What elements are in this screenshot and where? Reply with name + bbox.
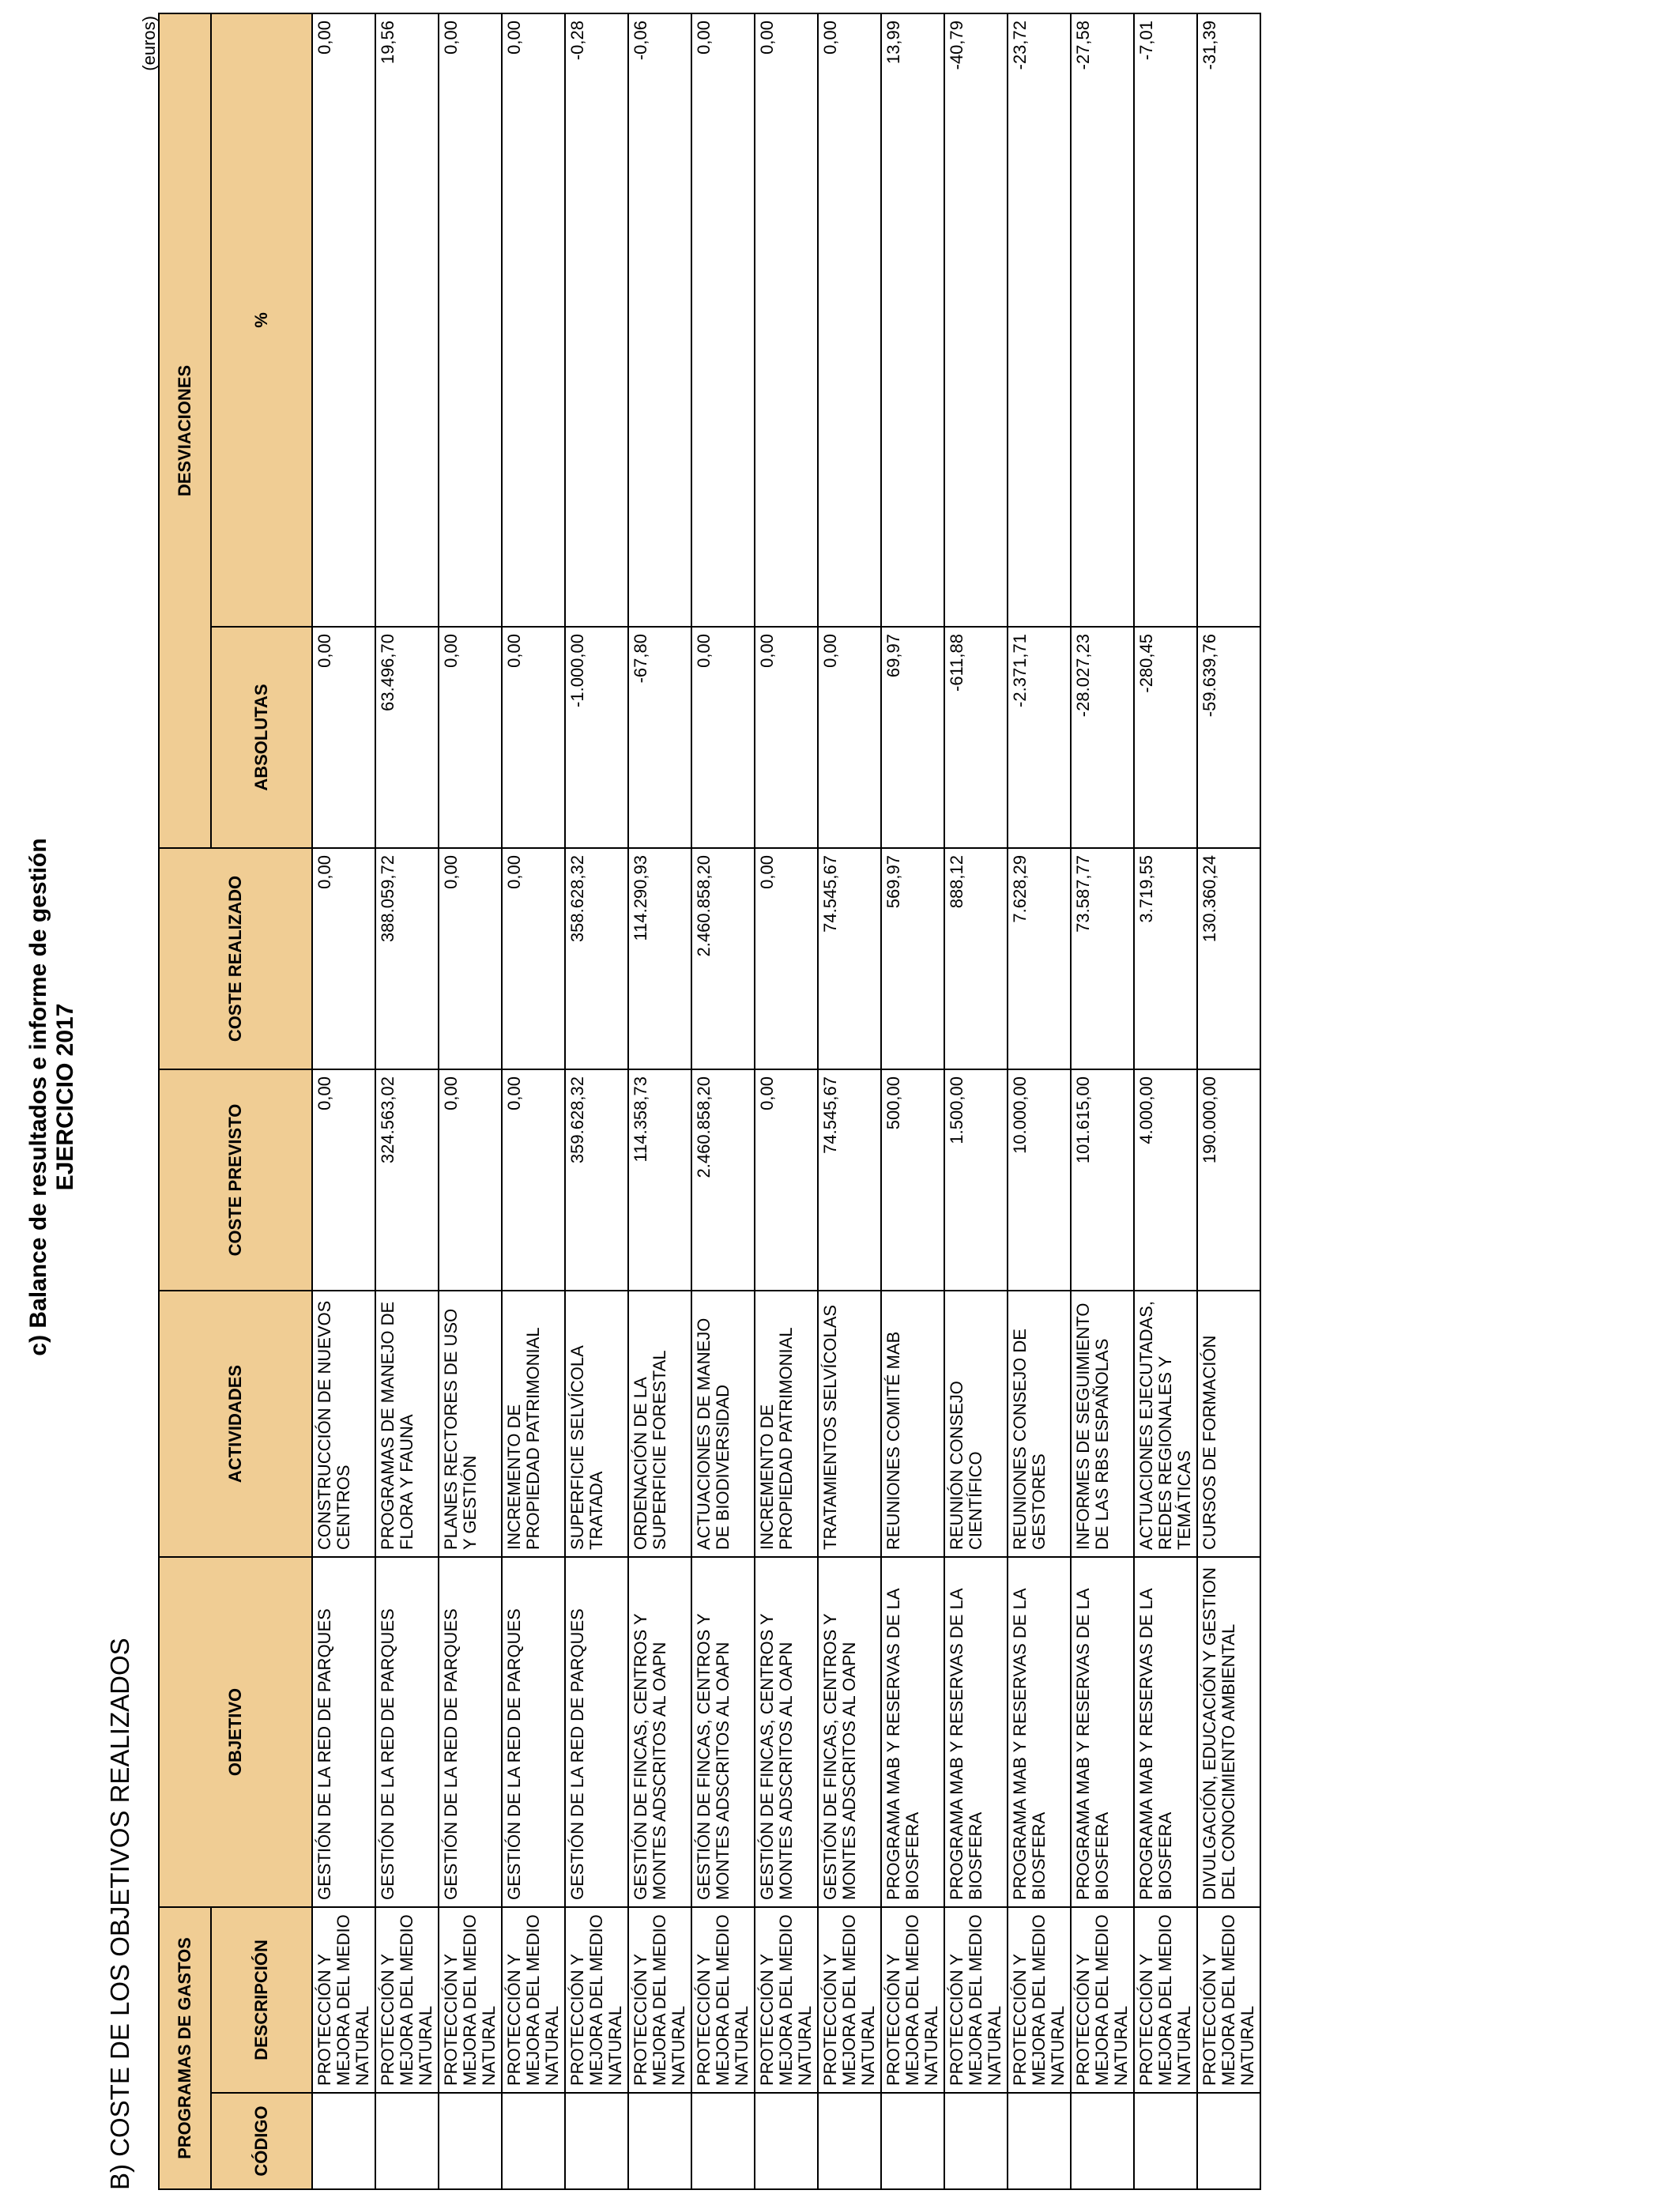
row-coste-realizado: 3.719,55 (1134, 848, 1197, 1069)
table-row (565, 13, 628, 2189)
header-descripcion: DESCRIPCIÓN (211, 1907, 312, 2093)
table-row (944, 13, 1008, 2189)
row-descripcion: PROTECCIÓN Y MEJORA DEL MEDIO NATURAL (1134, 1907, 1197, 2093)
row-codigo (565, 2093, 628, 2189)
table-row (375, 13, 439, 2189)
row-desviacion-porcentaje: -7,01 (1134, 13, 1197, 627)
header-coste-realizado: COSTE REALIZADO (159, 848, 312, 1069)
row-actividad: INCREMENTO DE PROPIEDAD PATRIMONIAL (502, 1291, 565, 1557)
row-objetivo: GESTIÓN DE LA RED DE PARQUES (312, 1557, 375, 1907)
row-objetivo: DIVULGACIÓN, EDUCACIÓN Y GESTION DEL CONOCIMIENTO AMBIENTAL (1197, 1557, 1260, 1907)
row-codigo (881, 2093, 944, 2189)
row-actividad: ACTUACIONES EJECUTADAS, REDES REGIONALES Y TEMÁTICAS (1134, 1291, 1197, 1557)
table-row (312, 13, 375, 2189)
objectives-cost-table (158, 13, 1261, 2190)
row-desviacion-absoluta: 0,00 (691, 627, 755, 848)
row-desviacion-absoluta: 69,97 (881, 627, 944, 848)
header-desviaciones: DESVIACIONES (159, 13, 211, 848)
table-row (1008, 13, 1071, 2189)
row-codigo (628, 2093, 691, 2189)
row-actividad: PROGRAMAS DE MANEJO DE FLORA Y FAUNA (375, 1291, 439, 1557)
row-desviacion-absoluta: -611,88 (944, 627, 1008, 848)
row-objetivo: PROGRAMA MAB Y RESERVAS DE LA BIOSFERA (881, 1557, 944, 1907)
row-descripcion: PROTECCIÓN Y MEJORA DEL MEDIO NATURAL (1197, 1907, 1260, 2093)
row-desviacion-porcentaje: -31,39 (1197, 13, 1260, 627)
row-actividad: REUNIONES COMITÉ MAB (881, 1291, 944, 1557)
row-coste-realizado: 0,00 (755, 848, 818, 1069)
table-row (1197, 13, 1260, 2189)
row-descripcion: PROTECCIÓN Y MEJORA DEL MEDIO NATURAL (1008, 1907, 1071, 2093)
table-row (818, 13, 881, 2189)
row-descripcion: PROTECCIÓN Y MEJORA DEL MEDIO NATURAL (628, 1907, 691, 2093)
row-codigo (1197, 2093, 1260, 2189)
row-desviacion-porcentaje: -0,06 (628, 13, 691, 627)
row-descripcion: PROTECCIÓN Y MEJORA DEL MEDIO NATURAL (439, 1907, 502, 2093)
row-actividad: CONSTRUCCIÓN DE NUEVOS CENTROS (312, 1291, 375, 1557)
row-codigo (691, 2093, 755, 2189)
row-coste-realizado: 0,00 (502, 848, 565, 1069)
row-objetivo: PROGRAMA MAB Y RESERVAS DE LA BIOSFERA (1008, 1557, 1071, 1907)
row-objetivo: GESTIÓN DE FINCAS, CENTROS Y MONTES ADSCRITOS AL OAPN (628, 1557, 691, 1907)
row-coste-realizado: 569,97 (881, 848, 944, 1069)
row-actividad: TRATAMIENTOS SELVÍCOLAS (818, 1291, 881, 1557)
header-programas-de-gastos: PROGRAMAS DE GASTOS (159, 1907, 211, 2189)
row-coste-previsto: 74.545,67 (818, 1069, 881, 1291)
row-coste-previsto: 4.000,00 (1134, 1069, 1197, 1291)
row-coste-realizado: 130.360,24 (1197, 848, 1260, 1069)
row-coste-realizado: 0,00 (312, 848, 375, 1069)
row-objetivo: GESTIÓN DE FINCAS, CENTROS Y MONTES ADSCRITOS AL OAPN (755, 1557, 818, 1907)
row-desviacion-porcentaje: 13,99 (881, 13, 944, 627)
row-desviacion-porcentaje: 0,00 (691, 13, 755, 627)
row-codigo (439, 2093, 502, 2189)
row-coste-realizado: 73.587,77 (1071, 848, 1134, 1069)
row-desviacion-absoluta: 0,00 (755, 627, 818, 848)
row-coste-previsto: 500,00 (881, 1069, 944, 1291)
row-coste-previsto: 0,00 (312, 1069, 375, 1291)
header-coste-previsto: COSTE PREVISTO (159, 1069, 312, 1291)
row-objetivo: GESTIÓN DE LA RED DE PARQUES (375, 1557, 439, 1907)
row-descripcion: PROTECCIÓN Y MEJORA DEL MEDIO NATURAL (755, 1907, 818, 2093)
row-actividad: ORDENACIÓN DE LA SUPERFICIE FORESTAL (628, 1291, 691, 1557)
row-desviacion-porcentaje: -27,58 (1071, 13, 1134, 627)
row-desviacion-absoluta: -67,80 (628, 627, 691, 848)
row-objetivo: PROGRAMA MAB Y RESERVAS DE LA BIOSFERA (944, 1557, 1008, 1907)
row-actividad: SUPERFICIE SELVÍCOLA TRATADA (565, 1291, 628, 1557)
row-coste-previsto: 2.460.858,20 (691, 1069, 755, 1291)
table-row (755, 13, 818, 2189)
row-objetivo: GESTIÓN DE FINCAS, CENTROS Y MONTES ADSCRITOS AL OAPN (818, 1557, 881, 1907)
row-desviacion-absoluta: -2.371,71 (1008, 627, 1071, 848)
units-label: (euros) (139, 16, 159, 71)
table-row (1071, 13, 1134, 2189)
table-row (502, 13, 565, 2189)
section-heading: B) COSTE DE LOS OBJETIVOS REALIZADOS (105, 1638, 134, 2190)
row-objetivo: PROGRAMA MAB Y RESERVAS DE LA BIOSFERA (1071, 1557, 1134, 1907)
row-coste-previsto: 0,00 (502, 1069, 565, 1291)
table-row (691, 13, 755, 2189)
row-desviacion-absoluta: -59.639,76 (1197, 627, 1260, 848)
row-objetivo: GESTIÓN DE LA RED DE PARQUES (439, 1557, 502, 1907)
row-coste-previsto: 324.563,02 (375, 1069, 439, 1291)
header-codigo: CÓDIGO (211, 2093, 312, 2189)
row-desviacion-porcentaje: -0,28 (565, 13, 628, 627)
row-descripcion: PROTECCIÓN Y MEJORA DEL MEDIO NATURAL (1071, 1907, 1134, 2093)
row-descripcion: PROTECCIÓN Y MEJORA DEL MEDIO NATURAL (312, 1907, 375, 2093)
row-coste-previsto: 1.500,00 (944, 1069, 1008, 1291)
row-coste-realizado: 74.545,67 (818, 848, 881, 1069)
header-absolutas: ABSOLUTAS (211, 627, 312, 848)
row-desviacion-absoluta: 0,00 (502, 627, 565, 848)
row-desviacion-absoluta: 63.496,70 (375, 627, 439, 848)
row-codigo (1008, 2093, 1071, 2189)
row-desviacion-absoluta: -280,45 (1134, 627, 1197, 848)
row-coste-previsto: 0,00 (755, 1069, 818, 1291)
row-desviacion-porcentaje: 19,56 (375, 13, 439, 627)
row-codigo (1134, 2093, 1197, 2189)
row-coste-previsto: 101.615,00 (1071, 1069, 1134, 1291)
row-actividad: REUNIONES CONSEJO DE GESTORES (1008, 1291, 1071, 1557)
row-desviacion-porcentaje: -23,72 (1008, 13, 1071, 627)
row-objetivo: PROGRAMA MAB Y RESERVAS DE LA BIOSFERA (1134, 1557, 1197, 1907)
header-objetivo: OBJETIVO (159, 1557, 312, 1907)
row-coste-previsto: 10.000,00 (1008, 1069, 1071, 1291)
header-porcentaje: % (211, 13, 312, 627)
row-descripcion: PROTECCIÓN Y MEJORA DEL MEDIO NATURAL (375, 1907, 439, 2093)
row-actividad: PLANES RECTORES DE USO Y GESTIÓN (439, 1291, 502, 1557)
row-codigo (1071, 2093, 1134, 2189)
row-codigo (502, 2093, 565, 2189)
row-desviacion-absoluta: -1.000,00 (565, 627, 628, 848)
row-coste-previsto: 359.628,32 (565, 1069, 628, 1291)
row-coste-realizado: 7.628,29 (1008, 848, 1071, 1069)
row-descripcion: PROTECCIÓN Y MEJORA DEL MEDIO NATURAL (818, 1907, 881, 2093)
row-coste-previsto: 114.358,73 (628, 1069, 691, 1291)
row-objetivo: GESTIÓN DE LA RED DE PARQUES (565, 1557, 628, 1907)
row-actividad: INCREMENTO DE PROPIEDAD PATRIMONIAL (755, 1291, 818, 1557)
row-desviacion-porcentaje: 0,00 (755, 13, 818, 627)
row-descripcion: PROTECCIÓN Y MEJORA DEL MEDIO NATURAL (565, 1907, 628, 2093)
row-actividad: REUNIÓN CONSEJO CIENTÍFICO (944, 1291, 1008, 1557)
row-coste-realizado: 388.059,72 (375, 848, 439, 1069)
row-desviacion-porcentaje: 0,00 (818, 13, 881, 627)
row-desviacion-absoluta: 0,00 (312, 627, 375, 848)
table-row (628, 13, 691, 2189)
row-actividad: ACTUACIONES DE MANEJO DE BIODIVERSIDAD (691, 1291, 755, 1557)
row-actividad: INFORMES DE SEGUIMIENTO DE LAS RBS ESPAÑOLAS (1071, 1291, 1134, 1557)
report-year: EJERCICIO 2017 (52, 1003, 78, 1191)
row-objetivo: GESTIÓN DE FINCAS, CENTROS Y MONTES ADSCRITOS AL OAPN (691, 1557, 755, 1907)
row-coste-previsto: 0,00 (439, 1069, 502, 1291)
row-desviacion-absoluta: 0,00 (439, 627, 502, 848)
row-codigo (944, 2093, 1008, 2189)
row-coste-previsto: 190.000,00 (1197, 1069, 1260, 1291)
row-desviacion-absoluta: 0,00 (818, 627, 881, 848)
row-coste-realizado: 2.460.858,20 (691, 848, 755, 1069)
row-codigo (375, 2093, 439, 2189)
row-codigo (312, 2093, 375, 2189)
header-actividades: ACTIVIDADES (159, 1291, 312, 1557)
row-descripcion: PROTECCIÓN Y MEJORA DEL MEDIO NATURAL (691, 1907, 755, 2093)
row-coste-realizado: 0,00 (439, 848, 502, 1069)
row-coste-realizado: 358.628,32 (565, 848, 628, 1069)
row-desviacion-absoluta: -28.027,23 (1071, 627, 1134, 848)
row-objetivo: GESTIÓN DE LA RED DE PARQUES (502, 1557, 565, 1907)
table-row (881, 13, 944, 2189)
row-descripcion: PROTECCIÓN Y MEJORA DEL MEDIO NATURAL (502, 1907, 565, 2093)
row-descripcion: PROTECCIÓN Y MEJORA DEL MEDIO NATURAL (881, 1907, 944, 2093)
row-desviacion-porcentaje: 0,00 (502, 13, 565, 627)
report-title: c) Balance de resultados e informe de gestión (25, 838, 51, 1356)
table-row (1134, 13, 1197, 2189)
row-desviacion-porcentaje: -40,79 (944, 13, 1008, 627)
row-coste-realizado: 888,12 (944, 848, 1008, 1069)
table-body (312, 13, 1260, 2189)
row-coste-realizado: 114.290,93 (628, 848, 691, 1069)
row-descripcion: PROTECCIÓN Y MEJORA DEL MEDIO NATURAL (944, 1907, 1008, 2093)
table-row (439, 13, 502, 2189)
row-actividad: CURSOS DE FORMACIÓN (1197, 1291, 1260, 1557)
row-codigo (818, 2093, 881, 2189)
row-codigo (755, 2093, 818, 2189)
row-desviacion-porcentaje: 0,00 (312, 13, 375, 627)
row-desviacion-porcentaje: 0,00 (439, 13, 502, 627)
